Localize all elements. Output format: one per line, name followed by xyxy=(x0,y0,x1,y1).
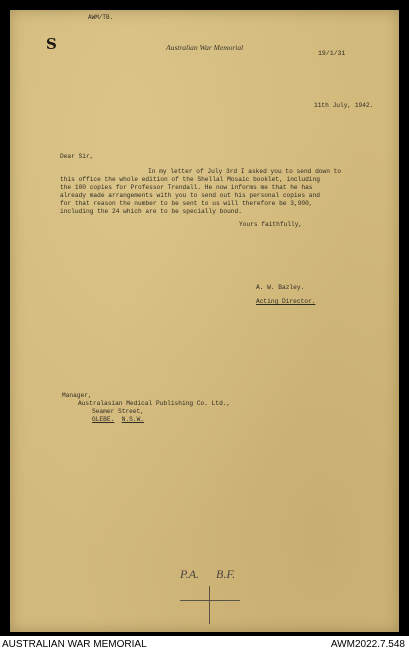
body-line: including the 24 which are to be specially bound. xyxy=(60,208,242,215)
address-city-line xyxy=(62,416,230,424)
institution-caption: AUSTRALIAN WAR MEMORIAL xyxy=(2,639,147,650)
body-line: this office the whole edition of the Shellal Mosaic booklet, including xyxy=(60,176,320,183)
address-line: Seamer Street, xyxy=(92,408,144,415)
caption-bar xyxy=(0,636,409,653)
address-state: N.S.W. xyxy=(121,416,144,423)
salutation: Dear Sir, xyxy=(60,153,94,160)
signatory-name: A. W. Bazley. xyxy=(256,284,305,291)
address-city: GLEBE. xyxy=(92,416,115,423)
closing: Yours faithfully, xyxy=(239,221,303,228)
file-number: 19/1/31 xyxy=(318,50,346,57)
recipient-address xyxy=(62,392,230,424)
letter-body xyxy=(60,168,341,216)
stamp-pa: P.A. xyxy=(180,567,200,581)
letterhead: Australian War Memorial xyxy=(166,43,244,52)
stamp-bf: B.F. xyxy=(216,567,236,581)
body-line: for that reason the number to be sent to us will therefore be 3,900, xyxy=(60,200,313,207)
letter-date: 11th July, 1942. xyxy=(314,102,374,109)
letter-page xyxy=(10,10,399,632)
address-line: Manager, xyxy=(62,392,92,399)
body-line: already made arrangements with you to send out his personal copies and xyxy=(60,192,320,199)
body-line: the 100 copies for Professor Trendall. He now informs me that he has xyxy=(60,184,313,191)
signatory-title: Acting Director. xyxy=(256,298,316,305)
reference-code: AWM/TB. xyxy=(88,14,114,21)
address-line: Australasian Medical Publishing Co. Ltd., xyxy=(78,400,231,407)
stamp-horizontal-line xyxy=(180,600,240,601)
stamp-vertical-line xyxy=(209,586,210,624)
handwritten-mark: S xyxy=(46,35,57,53)
accession-number: AWM2022.7.548 xyxy=(330,639,405,650)
body-line: In my letter of July 3rd I asked you to send down to xyxy=(148,168,342,175)
